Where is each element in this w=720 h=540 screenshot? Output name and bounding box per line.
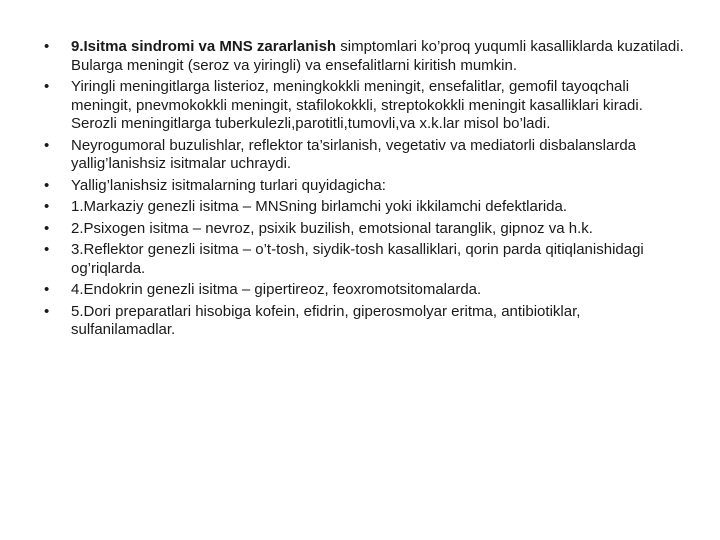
list-item xyxy=(44,198,684,217)
item-text: 4.Endokrin genezli isitma – gipertireoz, feoxromotsitomalarda. xyxy=(71,281,482,298)
bullet-list xyxy=(44,38,684,343)
list-item xyxy=(44,38,684,75)
bullet-icon: • xyxy=(44,176,50,194)
bullet-icon: • xyxy=(44,78,50,95)
item-text: 1.Markaziy genezli isitma – MNSning birlamchi yoki ikkilamchi defektlarida. xyxy=(71,198,568,215)
item-text: Yiringli meningitlarga listerioz, meningkokkli meningit, ensefalitlar, gemofil tayoqchali meningit, pnevmokokkli meningit, stafilokokkli, streptokokkli meningit kasalliklari kiradi. Serozli meningitlarga tuberkulezli,parotitli,tumovli,va x.k.lar misol bo’ladi. xyxy=(71,78,643,132)
list-item xyxy=(44,303,684,340)
list-item xyxy=(44,281,684,300)
bullet-icon: • xyxy=(44,241,50,258)
bullet-icon: • xyxy=(44,302,50,320)
list-item xyxy=(44,78,684,134)
bullet-icon: • xyxy=(44,281,50,298)
bullet-icon: • xyxy=(44,136,50,154)
item-text: 2.Psixogen isitma – nevroz, psixik buzilish, emotsional taranglik, gipnoz va h.k. xyxy=(71,219,593,237)
list-item xyxy=(44,241,684,278)
list-item xyxy=(44,220,684,239)
bullet-icon: • xyxy=(44,198,50,215)
bullet-icon: • xyxy=(44,38,50,55)
list-item xyxy=(44,177,684,196)
item-text: Yallig’lanishsiz isitmalarning turlari quyidagicha: xyxy=(71,176,386,194)
list-item xyxy=(44,137,684,174)
bullet-icon: • xyxy=(44,219,50,237)
item-text: simptomlari ko’proq yuqumli kasalliklarda kuzatiladi. Bularga meningit (seroz va yiringli) va ensefalitlarni kiritish mumkin. xyxy=(71,38,684,74)
item-text: Neyrogumoral buzulishlar, reflektor ta’sirlanish, vegetativ va mediatorli disbalanslarda yallig’lanishsiz isitmalar uchraydi. xyxy=(71,136,636,172)
bold-lead: 9.Isitma sindromi va MNS zararlanish xyxy=(71,38,337,55)
item-text: 3.Reflektor genezli isitma – o’t-tosh, siydik-tosh kasalliklari, qorin parda qitiqlanishidagi og’riqlarda. xyxy=(71,241,644,277)
item-text: 5.Dori preparatlari hisobiga kofein, efidrin, giperosmolyar eritma, antibiotiklar, sulfanilamadlar. xyxy=(71,302,581,338)
